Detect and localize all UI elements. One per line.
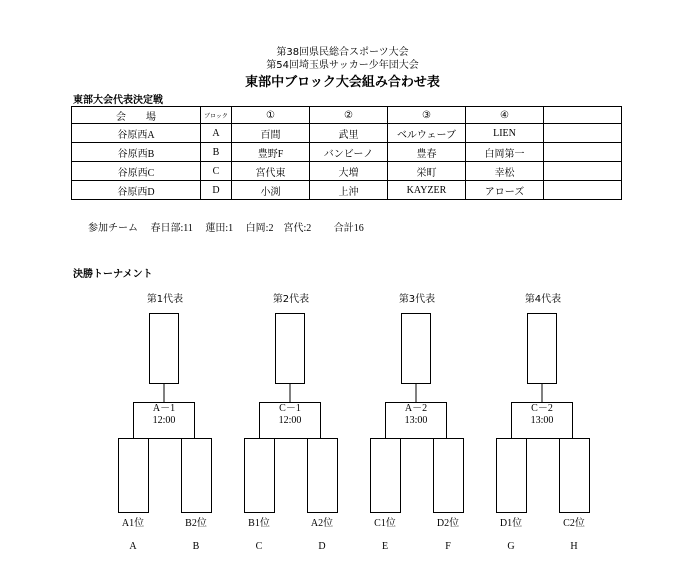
venue-cell: 谷原西D [72, 181, 201, 200]
venue-cell: 谷原西C [72, 162, 201, 181]
slot-label-right: B2位 [185, 518, 207, 529]
header-slot-4: ④ [466, 107, 544, 124]
match-label: C－1 [279, 403, 301, 414]
representative-label-3: 第3代表 [398, 294, 436, 305]
venue-cell: 谷原西B [72, 143, 201, 162]
team-cell: 白岡第一 [466, 143, 544, 162]
slot-label-right: D2位 [436, 518, 460, 529]
team-cell: 上沖 [310, 181, 388, 200]
team-cell: 宮代東 [232, 162, 310, 181]
section-heading-tournament: 決勝トーナメント [73, 269, 153, 280]
entry-box-left [245, 439, 275, 513]
slot-letter-right: F [445, 541, 451, 552]
slot-label-right: A2位 [310, 518, 334, 529]
venue-cell: 谷原西A [72, 124, 201, 143]
participant-summary: 参加チーム 春日部:11 蓮田:1 白岡:2 宮代:2 合計16 [88, 223, 364, 234]
slot-letter-right: B [192, 541, 200, 552]
section-heading-representative: 東部大会代表決定戦 [73, 95, 163, 106]
block-cell: C [201, 162, 232, 181]
representative-label-2: 第2代表 [272, 294, 310, 305]
team-cell: 武里 [310, 124, 388, 143]
match-time: 12:00 [278, 415, 302, 426]
team-cell: ベルウェーブ [388, 124, 466, 143]
team-cell: 百間 [232, 124, 310, 143]
team-cell: LIEN [466, 124, 544, 143]
team-cell: 豊野F [232, 143, 310, 162]
winner-box [528, 314, 557, 384]
title-line-2: 第54回埼玉県サッカー少年団大会 [266, 60, 419, 71]
winner-box [402, 314, 431, 384]
team-cell: 幸松 [466, 162, 544, 181]
entry-box-left [119, 439, 149, 513]
slot-letter-left: E [381, 541, 389, 552]
slot-letter-left: C [255, 541, 263, 552]
page-title: 東部中ブロック大会組み合わせ表 [245, 75, 440, 90]
match-label: A－1 [152, 403, 176, 414]
block-cell: B [201, 143, 232, 162]
entry-box-left [497, 439, 527, 513]
match-time: 12:00 [152, 415, 176, 426]
slot-letter-left: A [129, 541, 137, 552]
team-cell: バンビーノ [310, 143, 388, 162]
representative-label-4: 第4代表 [524, 294, 562, 305]
header-slot-2: ② [310, 107, 388, 124]
entry-box-right [560, 439, 590, 513]
match-label: C－2 [531, 403, 553, 414]
block-cell: D [201, 181, 232, 200]
slot-letter-right: H [570, 541, 578, 552]
match-label: A－2 [404, 403, 428, 414]
header-slot-1: ① [232, 107, 310, 124]
slot-label-right: C2位 [563, 518, 585, 529]
winner-box [150, 314, 179, 384]
header-block: ブロック [201, 107, 232, 124]
winner-box [276, 314, 305, 384]
team-cell: 小渕 [232, 181, 310, 200]
team-cell: 大増 [310, 162, 388, 181]
team-cell: アローズ [466, 181, 544, 200]
team-cell: 豊春 [388, 143, 466, 162]
slot-label-left: C1位 [374, 518, 396, 529]
header-slot-3: ③ [388, 107, 466, 124]
entry-box-right [182, 439, 212, 513]
slot-label-left: B1位 [248, 518, 270, 529]
slot-label-left: D1位 [499, 518, 523, 529]
entry-box-left [371, 439, 401, 513]
match-time: 13:00 [530, 415, 554, 426]
entry-box-right [308, 439, 338, 513]
block-cell: A [201, 124, 232, 143]
header-venue: 会 場 [72, 107, 201, 124]
representative-label-1: 第1代表 [146, 294, 184, 305]
team-cell: 栄町 [388, 162, 466, 181]
match-time: 13:00 [404, 415, 428, 426]
slot-letter-right: D [318, 541, 326, 552]
entry-box-right [434, 439, 464, 513]
slot-letter-left: G [507, 541, 515, 552]
title-line-1: 第38回県民総合スポーツ大会 [276, 47, 409, 58]
slot-label-left: A1位 [121, 518, 145, 529]
team-cell: KAYZER [388, 181, 466, 200]
